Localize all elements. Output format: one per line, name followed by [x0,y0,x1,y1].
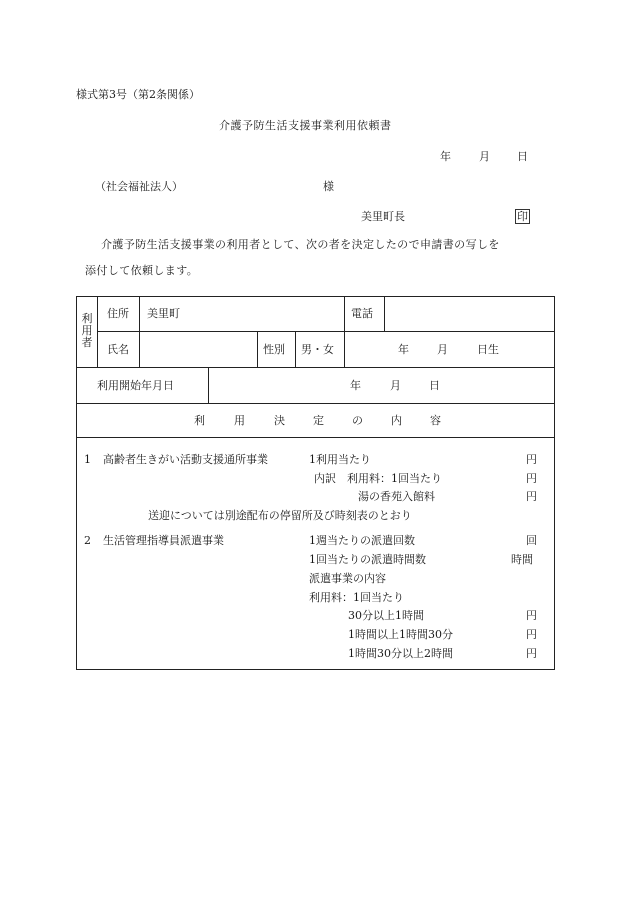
document-title: 介護予防生活支援事業利用依頼書 [219,119,392,132]
birth-month: 月 [437,343,448,356]
item2-tier-1-unit: 円 [526,609,537,622]
address-label: 住所 [107,307,129,320]
item2-fee: 利用料：1回当たり [309,591,404,604]
body-line-1: 介護予防生活支援事業の利用者として、次の者を決定したので申請書の写しを [101,238,500,251]
address-value: 美里町 [147,307,180,320]
date-year: 年 [440,150,451,163]
start-year: 年 [350,379,361,392]
item1-name: 高齢者生きがい活動支援通所事業 [103,453,268,466]
gender-value: 男・女 [301,343,334,356]
item1-fee: 利用料：1回当たり [347,472,442,485]
phone-label: 電話 [351,307,373,320]
item2-tier-3: 1時間30分以上2時間 [348,647,453,660]
name-label: 氏名 [107,343,129,356]
birth-day: 日生 [477,343,499,356]
birth-year: 年 [398,343,409,356]
item1-bath: 湯の香苑入館料 [358,490,435,503]
start-day: 日 [429,379,440,392]
item2-hours-unit: 時間 [511,553,533,566]
start-month: 月 [390,379,401,392]
user-label: 利 用 者 [81,312,93,349]
item1-per-use-unit: 円 [526,453,537,466]
addressee-prefix: （社会福祉法人） [95,180,183,193]
gender-label: 性別 [263,343,285,356]
request-table: 利 用 者 住所 美里町 電話 氏名 性別 男・女 年 月 日生 利用開始年月日 年 月 日 利 用 決 定 の 内 容 1 高齢者生きがい活動支援通所事業 1利用当たり 円 内訳 利用料：1回当たり 円 湯の香苑入館料 円 送迎については別途配布の停留所及び時刻表のとおり 2 生活管理指導員派遣事業 1週当たりの派遣回数 回 1回当たりの派遣時間数 時間 派遣事業の内容 利用料：1回当たり 30分以上1時間 円 1時間以上1時間30分 円 1時間30分以上2時間 円 [76,296,555,670]
item2-name: 生活管理指導員派遣事業 [103,534,224,547]
sender-name: 美里町長 [361,210,405,223]
start-date-label: 利用開始年月日 [97,379,174,392]
item1-transport-note: 送迎については別途配布の停留所及び時刻表のとおり [148,509,412,522]
item1-detail-label: 内訳 [314,472,336,485]
item1-per-use: 1利用当たり [309,453,371,466]
addressee-suffix: 様 [323,180,334,193]
item2-tier-1: 30分以上1時間 [348,609,424,622]
item2-tier-2: 1時間以上1時間30分 [348,628,453,641]
item2-tier-3-unit: 円 [526,647,537,660]
item1-bath-unit: 円 [526,490,537,503]
item2-weekly: 1週当たりの派遣回数 [309,534,415,547]
item2-hours: 1回当たりの派遣時間数 [309,553,426,566]
item2-number: 2 [84,534,91,547]
item1-number: 1 [84,453,91,466]
item2-content-label: 派遣事業の内容 [309,572,386,585]
item1-fee-unit: 円 [526,472,537,485]
item2-tier-2-unit: 円 [526,628,537,641]
date-day: 日 [517,150,528,163]
item2-weekly-unit: 回 [526,534,537,547]
body-line-2: 添付して依頼します。 [85,264,199,277]
seal-mark: 印 [517,210,528,223]
form-number: 様式第3号（第2条関係） [76,88,200,101]
date-month: 月 [479,150,490,163]
